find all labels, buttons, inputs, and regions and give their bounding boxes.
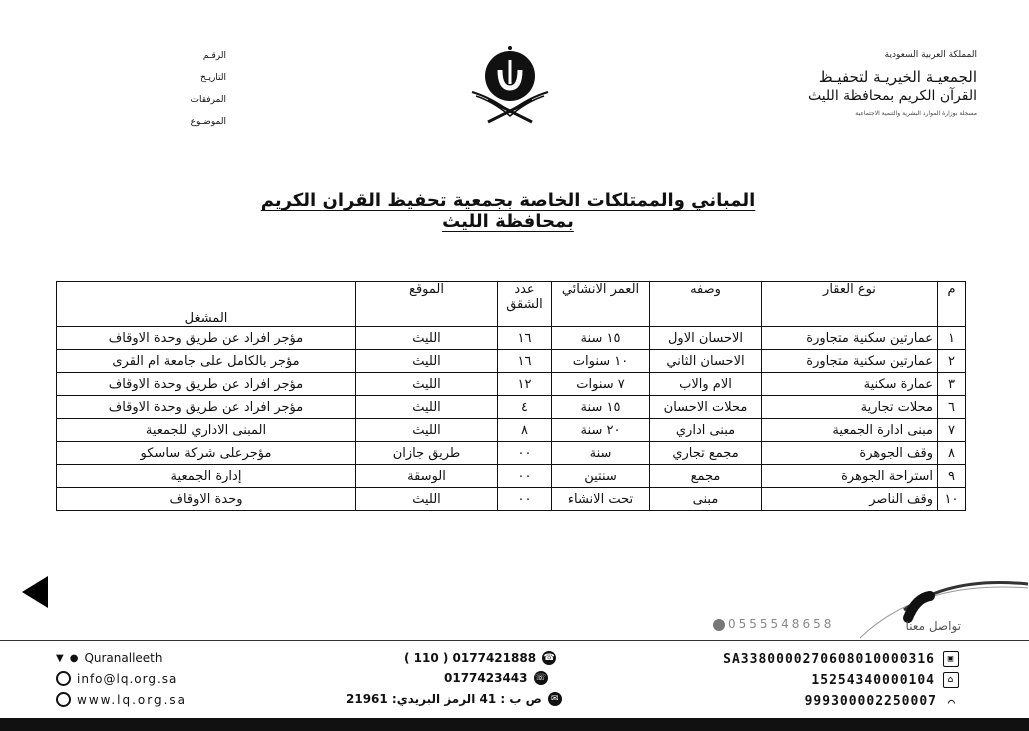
cell-location: طريق جازان — [356, 442, 498, 465]
cell-desc: الام والاب — [650, 373, 762, 396]
country-name: المملكة العربية السعودية — [884, 50, 977, 60]
cell-operator: إدارة الجمعية — [57, 465, 356, 488]
website-text: www.lq.org.sa — [77, 692, 188, 707]
cell-age: تحت الانشاء — [552, 488, 650, 511]
cell-units: ١٢ — [498, 373, 552, 396]
cell-desc: محلات الاحسان — [650, 396, 762, 419]
cell-location: الليث — [356, 373, 498, 396]
cell-operator: مؤجر افراد عن طريق وحدة الاوقاف — [57, 373, 356, 396]
cell-type: عمارتين سكنية متجاورة — [762, 327, 938, 350]
account-row-3 — [805, 694, 959, 709]
org-name-line2: القرآن الكريم بمحافظة الليث — [807, 88, 977, 104]
cell-operator: مؤجرعلى شركة ساسكو — [57, 442, 356, 465]
meta-subject-label: الموضـوع — [190, 117, 226, 127]
cell-units: ١٦ — [498, 350, 552, 373]
cell-desc: مجمع — [650, 465, 762, 488]
cell-no: ٧ — [938, 419, 966, 442]
cell-desc: الاحسان الثاني — [650, 350, 762, 373]
bank-logo-icon: ⌒ — [947, 694, 957, 709]
meta-attachments-label: المرفقات — [190, 95, 226, 105]
po-box-text: ص ب : 41 الرمز البريدي: 21961 — [346, 692, 542, 706]
header-no: م — [938, 282, 966, 327]
cell-location: الليث — [356, 327, 498, 350]
document-title: المباني والممتلكات الخاصة بجمعية تحفيظ القران الكريم بمحافظة الليث — [260, 190, 756, 232]
table-row — [57, 327, 966, 350]
meta-date-label: التاريـخ — [200, 73, 226, 83]
phone-2-text: 0177423443 — [444, 671, 528, 685]
cell-desc: مبنى — [650, 488, 762, 511]
phone-1 — [404, 651, 556, 665]
po-box — [346, 692, 562, 706]
cell-desc: مبنى اداري — [650, 419, 762, 442]
globe-icon — [56, 692, 71, 707]
header-desc: وصفه — [650, 282, 762, 327]
cell-desc: الاحسان الاول — [650, 327, 762, 350]
phone-1-text: ( 110 ) 0177421888 — [404, 651, 537, 665]
mobile-icon — [713, 619, 725, 631]
mobile-number — [713, 617, 834, 631]
cell-units: ٠٠ — [498, 488, 552, 511]
cell-desc: مجمع تجاري — [650, 442, 762, 465]
cell-units: ٠٠ — [498, 465, 552, 488]
cell-no: ٢ — [938, 350, 966, 373]
account-2-text: 15254340000104 — [811, 672, 935, 688]
org-name-line1: الجمعيـة الخيريـة لتحفيـظ — [818, 68, 977, 86]
bank-icon: ▣ — [943, 651, 959, 667]
table-row — [57, 465, 966, 488]
cell-location: الليث — [356, 396, 498, 419]
header-operator: المشغل — [57, 282, 356, 327]
cell-age: ١٥ سنة — [552, 396, 650, 419]
cell-no: ١٠ — [938, 488, 966, 511]
cell-no: ٩ — [938, 465, 966, 488]
cell-no: ٦ — [938, 396, 966, 419]
email-link[interactable] — [56, 671, 177, 686]
phone-2 — [444, 671, 548, 685]
cell-type: مبنى ادارة الجمعية — [762, 419, 938, 442]
cell-type: محلات تجارية — [762, 396, 938, 419]
table-row — [57, 396, 966, 419]
cell-type: وقف الناصر — [762, 488, 938, 511]
table-row — [57, 488, 966, 511]
cell-age: سنتين — [552, 465, 650, 488]
cell-operator: وحدة الاوقاف — [57, 488, 356, 511]
header-location: الموقع — [356, 282, 498, 327]
cell-operator: مؤجر افراد عن طريق وحدة الاوقاف — [57, 396, 356, 419]
cell-type: عمارتين سكنية متجاورة — [762, 350, 938, 373]
header-units: عدد الشقق — [498, 282, 552, 327]
cell-no: ٨ — [938, 442, 966, 465]
contact-us-label: تواصل معنا — [905, 619, 961, 633]
cell-units: ٨ — [498, 419, 552, 442]
header-age: العمر الانشائي — [552, 282, 650, 327]
snapchat-icon: ● — [69, 652, 79, 664]
iban-text: SA3380000270608010000316 — [723, 651, 935, 667]
mobile-number-text: 0555548658 — [728, 617, 835, 631]
cell-type: استراحة الجوهرة — [762, 465, 938, 488]
table-row — [57, 419, 966, 442]
header-type: نوع العقار — [762, 282, 938, 327]
cell-location: الليث — [356, 350, 498, 373]
table-header-row — [57, 282, 966, 327]
cell-units: ٤ — [498, 396, 552, 419]
org-header — [808, 50, 977, 117]
twitter-icon: ▼ — [56, 652, 64, 664]
account-3-text: 999300002250007 — [804, 694, 937, 709]
account-row-2 — [811, 672, 959, 688]
footer-bottom-bar — [0, 718, 1029, 731]
cell-operator: مؤجر بالكامل على جامعة ام القرى — [57, 350, 356, 373]
email-icon — [56, 671, 71, 686]
cell-units: ١٦ — [498, 327, 552, 350]
cell-age: سنة — [552, 442, 650, 465]
cell-age: ١٠ سنوات — [552, 350, 650, 373]
cell-type: وقف الجوهرة — [762, 442, 938, 465]
cell-age: ١٥ سنة — [552, 327, 650, 350]
email-text: info@lq.org.sa — [77, 671, 178, 686]
table-row — [57, 350, 966, 373]
cell-age: ٧ سنوات — [552, 373, 650, 396]
meta-number-label: الرقـم — [202, 51, 226, 61]
cell-location: الليث — [356, 488, 498, 511]
table-row — [57, 442, 966, 465]
mailbox-icon: ✉ — [548, 692, 562, 706]
cell-no: ٣ — [938, 373, 966, 396]
cell-location: الليث — [356, 419, 498, 442]
properties-table — [56, 281, 966, 511]
social-handle-text: Quranalleeth — [84, 651, 163, 665]
social-handle[interactable] — [56, 651, 162, 665]
cell-operator: المبنى الاداري للجمعية — [57, 419, 356, 442]
cell-location: الوسقة — [356, 465, 498, 488]
quran-book-logo — [466, 40, 554, 126]
letter-meta — [182, 45, 226, 133]
previous-page-arrow-icon[interactable] — [22, 576, 48, 608]
phone-icon: ☎ — [543, 653, 555, 663]
cell-age: ٢٠ سنة — [552, 419, 650, 442]
website-link[interactable] — [56, 692, 187, 707]
footer-divider — [0, 640, 1029, 641]
org-registration: مسجلة بوزارة الموارد البشرية والتنمية الاجتماعية — [855, 110, 977, 117]
table-row — [57, 373, 966, 396]
cell-operator: مؤجر افراد عن طريق وحدة الاوقاف — [57, 327, 356, 350]
bank-building-icon: ⌂ — [943, 672, 959, 688]
cell-no: ١ — [938, 327, 966, 350]
fax-icon: ☏ — [534, 673, 547, 683]
cell-units: ٠٠ — [498, 442, 552, 465]
cell-type: عمارة سكنية — [762, 373, 938, 396]
iban-row — [723, 651, 959, 667]
